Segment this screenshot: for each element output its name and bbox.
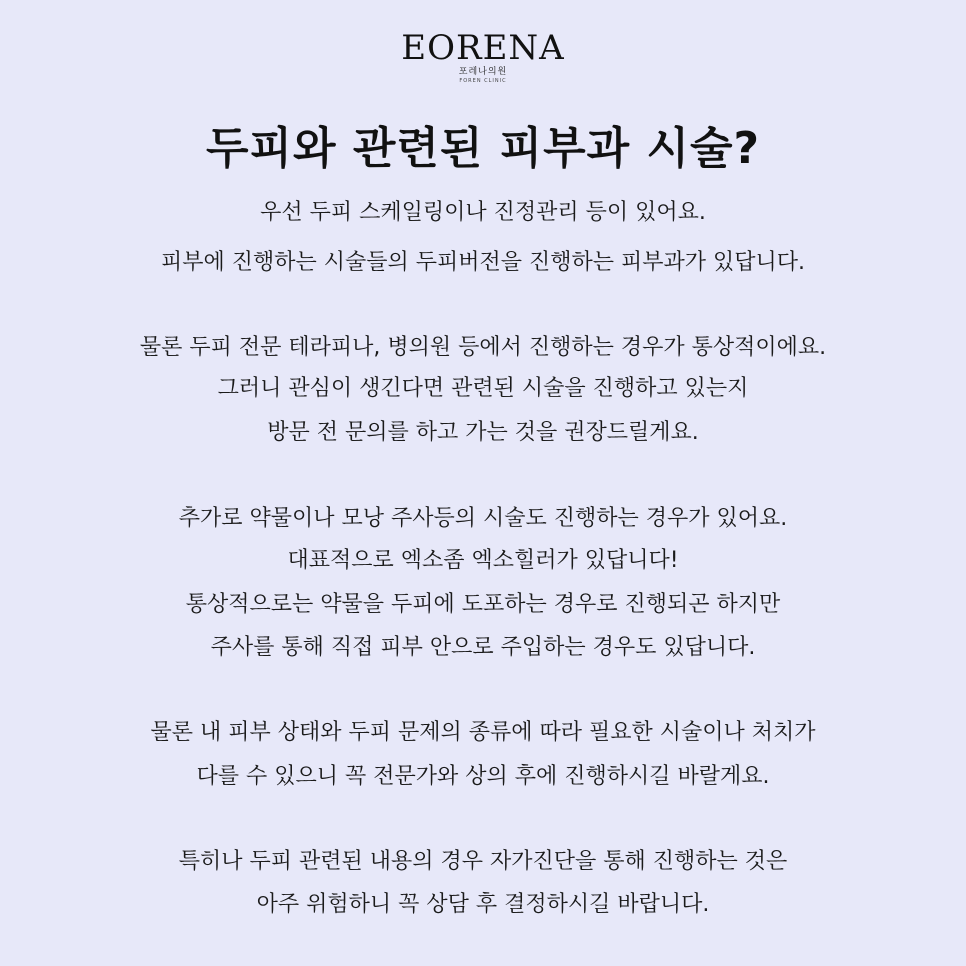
body-line: 다를 수 있으니 꼭 전문가와 상의 후에 진행하시길 바랄게요.	[196, 764, 770, 789]
body-line: 물론 내 피부 상태와 두피 문제의 종류에 따라 필요한 시술이나 처치가	[150, 720, 816, 745]
logo-korean-name: 포레나의원	[458, 67, 508, 77]
body-line: 피부에 진행하는 시술들의 두피버전을 진행하는 피부과가 있답니다.	[160, 250, 805, 275]
body-line: 방문 전 문의를 하고 가는 것을 권장드릴게요.	[267, 420, 699, 445]
body-line: 특히나 두피 관련된 내용의 경우 자가진단을 통해 진행하는 것은	[178, 849, 788, 874]
body-line: 아주 위험하니 꼭 상담 후 결정하시길 바랍니다.	[256, 892, 710, 917]
clinic-logo	[0, 30, 966, 84]
body-line: 물론 두피 전문 테라피나, 병의원 등에서 진행하는 경우가 통상적이에요.	[139, 335, 827, 360]
body-line: 그러니 관심이 생긴다면 관련된 시술을 진행하고 있는지	[217, 376, 749, 401]
body-line: 통상적으로는 약물을 두피에 도포하는 경우로 진행되곤 하지만	[185, 592, 781, 617]
body-line: 대표적으로 엑소좀 엑소힐러가 있답니다!	[287, 548, 679, 573]
page-title: 두피와 관련된 피부과 시술?	[205, 123, 761, 174]
logo-subtext: FOREN CLINIC	[459, 78, 507, 84]
body-line: 추가로 약물이나 모낭 주사등의 시술도 진행하는 경우가 있어요.	[178, 506, 788, 531]
logo-wordmark: EORENA	[401, 28, 565, 68]
body-line: 우선 두피 스케일링이나 진정관리 등이 있어요.	[260, 200, 706, 225]
body-line: 주사를 통해 직접 피부 안으로 주입하는 경우도 있답니다.	[210, 635, 756, 660]
